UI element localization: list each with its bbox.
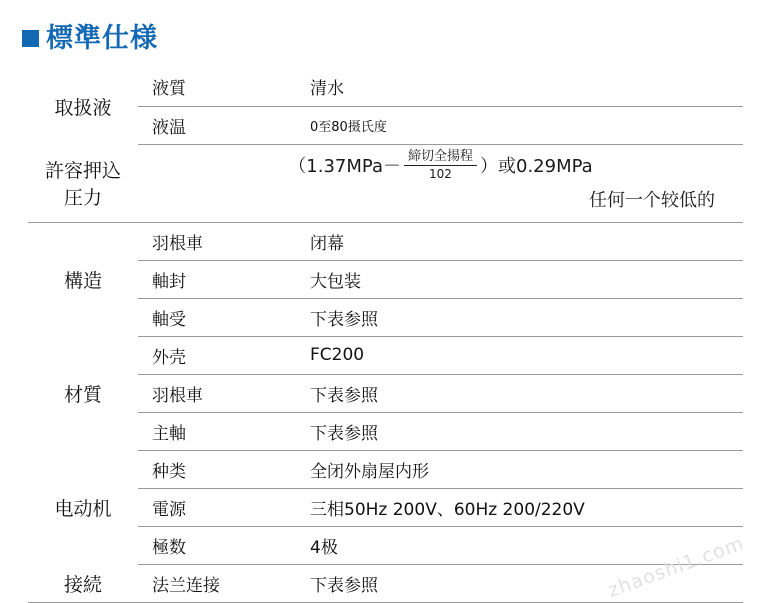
- row-item-label: 种类: [138, 450, 292, 488]
- table-row: [28, 222, 743, 260]
- row-item-label: 液質: [138, 68, 292, 106]
- row-item-label: 極数: [138, 526, 292, 564]
- row-item-label: 外壳: [138, 336, 292, 374]
- row-item-label: 羽根車: [138, 222, 292, 260]
- watermark: zhaoshi1.com: [604, 532, 747, 602]
- row-item-label: 液温: [138, 106, 292, 144]
- square-marker-icon: [22, 30, 39, 47]
- row-item-label: 軸受: [138, 298, 292, 336]
- row-value: 大包装: [292, 260, 743, 298]
- row-item-label: 羽根車: [138, 374, 292, 412]
- table-row: [28, 336, 743, 374]
- spec-table-container: [0, 58, 761, 603]
- row-value: 下表参照: [292, 374, 743, 412]
- pressure-group-line1: 許容押込: [44, 159, 121, 182]
- row-value: 0至80摄氏度: [292, 106, 743, 144]
- pressure-expression-suffix: ）或0.29MPa: [480, 156, 593, 178]
- pressure-fraction: [404, 150, 477, 182]
- pressure-expression: [164, 148, 717, 183]
- row-item-label: 法兰连接: [138, 564, 292, 602]
- standard-spec-table: [28, 68, 743, 603]
- row-value: 清水: [292, 68, 743, 106]
- table-row: [28, 450, 743, 488]
- row-value: 下表参照: [292, 298, 743, 336]
- row-group-label: [28, 144, 138, 222]
- page-title: [0, 0, 761, 58]
- pressure-expression-prefix: （1.37MPa－: [288, 156, 401, 178]
- fraction-denominator: 102: [429, 167, 452, 182]
- fraction-numerator: 締切全揚程: [404, 150, 477, 167]
- row-item-label: 電源: [138, 488, 292, 526]
- row-value: 下表参照: [292, 412, 743, 450]
- row-value: 4极: [292, 526, 743, 564]
- row-group-label: 接続: [28, 564, 138, 602]
- row-value: 三相50Hz 200V、60Hz 200/220V: [292, 488, 743, 526]
- row-group-label: 电动机: [54, 497, 112, 520]
- table-row: [28, 68, 743, 106]
- pressure-group-line2: 圧力: [63, 186, 102, 209]
- row-item-label: 主軸: [138, 412, 292, 450]
- row-value: 闭幕: [292, 222, 743, 260]
- pressure-value-cell: [138, 144, 743, 222]
- table-row-pressure: [28, 144, 743, 222]
- pressure-note: 任何一个较低的: [589, 189, 715, 211]
- page-title-text: 標準仕様: [46, 22, 158, 54]
- row-item-label: 軸封: [138, 260, 292, 298]
- row-group-label: 取扱液: [54, 96, 112, 119]
- row-value: FC200: [292, 336, 743, 374]
- row-value: 全闭外扇屋内形: [292, 450, 743, 488]
- row-group-label: 材質: [63, 383, 102, 406]
- row-value: 下表参照: [292, 564, 743, 602]
- row-group-label: 構造: [63, 270, 102, 293]
